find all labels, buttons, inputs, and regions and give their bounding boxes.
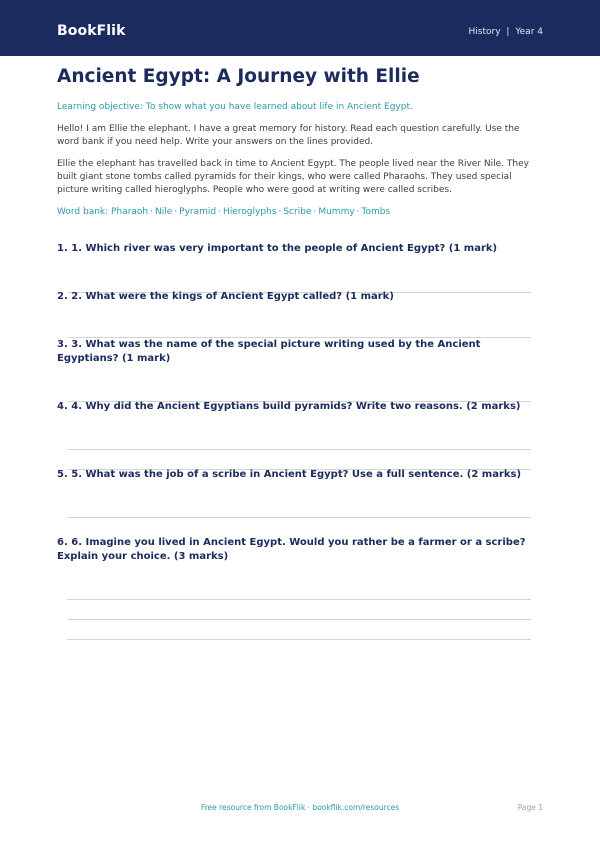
word-bank-word: Mummy	[318, 207, 355, 217]
question-text: 4. 4. Why did the Ancient Egyptians build pyramids? Write two reasons. (2 marks)	[57, 401, 521, 412]
worksheet-intro	[57, 64, 543, 219]
subject-name: History	[468, 27, 501, 37]
story-paragraph: Ellie the elephant has travelled back in time to Ancient Egypt. The people lived near the River Nile. They built giant stone tombs called pyramids for their kings, who were called Pharaohs. They used special picture writing called hieroglyphs. People who were good at writing were called scribes.	[57, 159, 529, 195]
question-4	[57, 400, 537, 414]
subject-separator: |	[506, 27, 510, 37]
word-bank-word: Nile	[155, 207, 173, 217]
word-bank: Word bank: Pharaoh · Nile · Pyramid · Hieroglyphs · Scribe · Mummy · Tombs	[57, 207, 391, 217]
page-header	[0, 0, 600, 56]
question-1	[57, 242, 537, 256]
question-5	[57, 468, 537, 482]
question-3	[57, 338, 537, 366]
word-bank-label: Word bank:	[57, 207, 109, 217]
word-bank-word: Tombs	[361, 207, 391, 217]
question-text: 1. 1. Which river was very important to the people of Ancient Egypt? (1 mark)	[57, 243, 498, 254]
answer-line[interactable]	[67, 599, 531, 600]
worksheet-title: Ancient Egypt: A Journey with Ellie	[57, 66, 420, 87]
answer-line[interactable]	[67, 619, 531, 620]
subject-label	[469, 27, 543, 37]
word-bank-word: Hieroglyphs	[222, 207, 277, 217]
word-bank-word: Scribe	[283, 207, 312, 217]
page-number: Page 1	[517, 803, 543, 812]
learning-objective: Learning objective: To show what you have learned about life in Ancient Egypt.	[57, 102, 413, 112]
question-2	[57, 290, 537, 304]
year-level: Year 4	[515, 27, 543, 37]
answer-line[interactable]	[67, 517, 531, 518]
word-bank-word: Pharaoh	[111, 207, 149, 217]
question-text: 3. 3. What was the name of the special picture writing used by the Ancient Egyptians? (1 mark)	[57, 339, 481, 364]
question-text: 6. 6. Imagine you lived in Ancient Egypt. Would you rather be a farmer or a scribe? Explain your choice. (3 marks)	[57, 537, 526, 562]
question-6	[57, 536, 537, 564]
word-bank-word: Pyramid	[179, 207, 217, 217]
footer-link[interactable]: Free resource from BookFlik · bookflik.com/resources	[200, 803, 400, 812]
answer-line[interactable]	[67, 449, 531, 450]
intro-paragraph: Hello! I am Ellie the elephant. I have a great memory for history. Read each question carefully. Use the word bank if you need help. Write your answers on the lines provided.	[57, 124, 520, 147]
question-text: 2. 2. What were the kings of Ancient Egypt called? (1 mark)	[57, 291, 394, 302]
answer-line[interactable]	[67, 639, 531, 640]
question-text: 5. 5. What was the job of a scribe in Ancient Egypt? Use a full sentence. (2 marks)	[57, 469, 522, 480]
brand-logo: BookFlik	[57, 23, 126, 39]
